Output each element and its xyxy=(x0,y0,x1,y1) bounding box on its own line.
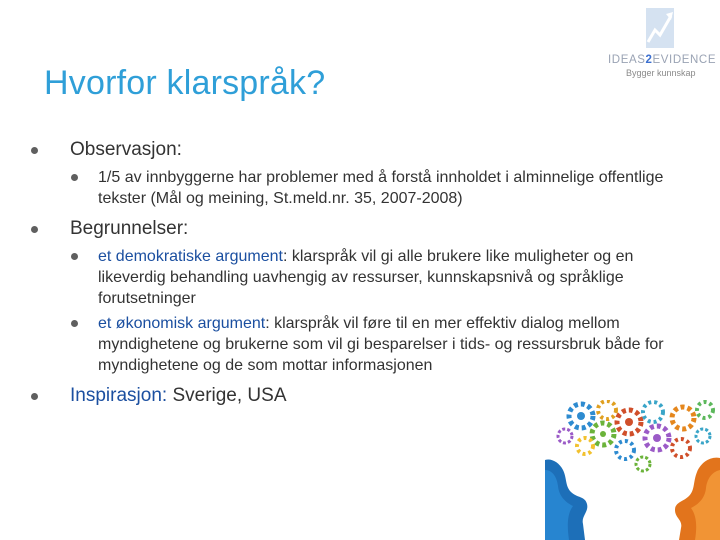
inspirasjon-label: Inspirasjon: xyxy=(70,385,168,406)
bullet-dot-icon xyxy=(71,253,78,260)
slide-title: Hvorfor klarspråk? xyxy=(44,64,326,102)
inspirasjon-text: Sverige, USA xyxy=(167,385,287,406)
growth-chart-icon xyxy=(646,8,674,48)
sub-bullet-okonomisk xyxy=(30,313,690,376)
bullet-begrunnelser xyxy=(30,217,690,240)
okonomisk-term: et økonomisk argument xyxy=(98,315,266,332)
bullet-dot-icon xyxy=(31,393,38,400)
demokratisk-text: : klarspråk vil gi alle brukere like muligheter og en likeverdig behandling uavhengig av ressurser, kunnskapsnivå og språklige forutsetninger xyxy=(98,248,634,307)
sub-bullet-demokratisk xyxy=(30,246,690,309)
bullet-dot-icon xyxy=(71,174,78,181)
bullet-dot-icon xyxy=(71,320,78,327)
bullet-dot-icon xyxy=(31,147,38,154)
slide-body xyxy=(30,138,690,407)
begrunnelser-label: Begrunnelser: xyxy=(70,218,189,239)
logo-tagline: Bygger kunnskap xyxy=(626,68,696,78)
bullet-observasjon xyxy=(30,138,690,161)
bullet-dot-icon xyxy=(31,226,38,233)
observasjon-label: Observasjon: xyxy=(70,139,182,160)
logo-brand-text: IDEAS2EVIDENCE xyxy=(608,54,717,66)
ideas2evidence-logo xyxy=(600,6,716,82)
sub-bullet-observasjon xyxy=(30,167,690,209)
okonomisk-text: : klarspråk vil føre til en mer effektiv dialog mellom myndighetene og brukerne som vil gi besparelser i tids- og ressursbruk både for myndighetene og de som mottar informasjonen xyxy=(98,315,664,374)
observasjon-point: 1/5 av innbyggerne har problemer med å forstå innholdet i alminnelige offentlige tekster (Mål og meining, St.meld.nr. 35, 2007-2008) xyxy=(98,169,664,207)
demokratisk-term: et demokratiske argument xyxy=(98,248,283,265)
heads-with-gears-illustration xyxy=(545,400,720,540)
